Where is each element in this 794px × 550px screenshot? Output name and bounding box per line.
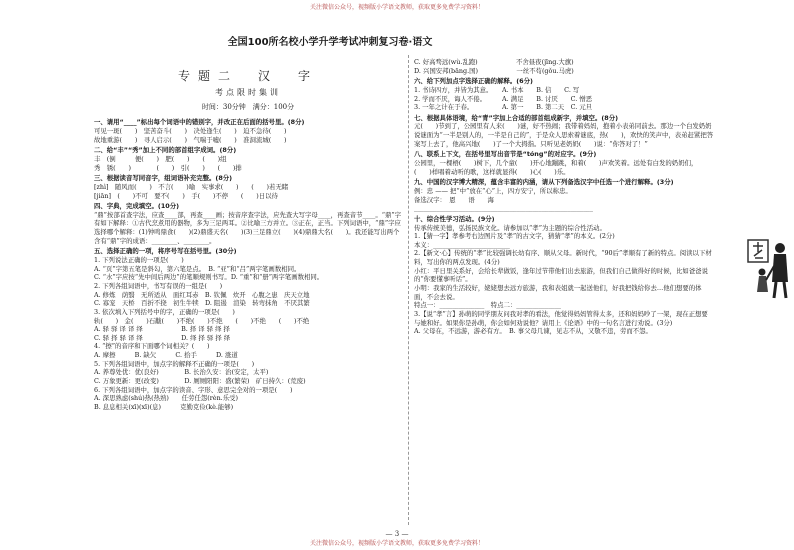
question-line: A. 摩擦 B. 缺欠 C. 拾手 D. 涨道 <box>94 351 238 360</box>
question-line: 特点一：______________ 特点二：______________ <box>414 301 561 310</box>
question-heading: 七、根据具体语境，给“青”字加上合适的部首组成新字，并填空。(8分) <box>414 113 619 122</box>
question-heading: 三、根据读音写同音字，组词语补充完整。(8分) <box>94 174 233 183</box>
exam-meta: 时间：30分钟 满分：100分 <box>201 102 295 111</box>
section-subtitle: 考点限时集训 <box>215 88 281 98</box>
question-line: 备选汉字： 恩 语 海 <box>414 195 494 204</box>
left-question-list <box>94 118 402 411</box>
question-line: 1. 下列说法正确的一项是( ) <box>94 256 184 265</box>
question-line: 3.【说“孝”言】孙萌的同学朋友问我对孝的看法，他觉得妈妈管得太多，还和妈妈吵了一架，现在正想要与她和好。如果你是孙萌，你会如何劝说他？请用上《论语》中的一句名言进行劝说。(3分) <box>414 309 708 327</box>
right-column <box>414 58 714 526</box>
question-line: 2.【新文·心】传统的“孝”比较强调长幼有序、顺从父母。新时代，“90后”孝顺有了新的特点。阅读以下材料，写出你的两点发现。(4分) <box>414 249 712 267</box>
question-line: A. 驿 驿 译 译 绎 B. 择 译 驿 绎 择 <box>94 325 230 334</box>
question-heading: 四、字典，完成填空。(10分) <box>94 202 180 211</box>
question-line: C. “水”字应按“先中间后两边”的笔顺规则书写。D. “重”和“册”两字笔画数相同。 <box>94 273 324 282</box>
question-heading: 二、给“丰”“秀”加上不同的部首组字成词。(8分) <box>94 146 237 155</box>
question-line: 可见一斑( ) 坚苦奋斗( ) 决处逢生( ) 迫不急待( ) <box>94 127 287 136</box>
question-heading: 八、联系上下文，在括号里写出音节是“tóng”的对应字。(9分) <box>414 150 597 159</box>
question-heading: 五、选择正确的一项，将序号写在括号里。(30分) <box>94 247 237 256</box>
question-line: A. 父母在，不远游，游必有方。 B. 事父母几谏，见志不从，又敬不违，劳而不怨。 <box>414 327 652 336</box>
question-line: 2. 下列各组词语中，书写有误的一组是( ) <box>94 281 223 290</box>
question-heading: 一、请用“____”标出每个词语中的错别字，并改正在后面的括号里。(8分) <box>94 118 305 127</box>
question-line: 3. 一年之计在于春。 A. 第一 B. 第二天 C. 元旦 <box>414 103 593 112</box>
question-line: 秀 锈( ) ( ) 引( ) ( )排 <box>94 163 242 172</box>
question-line: 例：忠 —— 把“中”放在“心”上，四方安宁，所以称忠。 <box>414 186 572 195</box>
question-line: 3. 依次填入下列括号中的字，正确的一项是( ) <box>94 307 235 316</box>
section-title: 专题二 汉 字 <box>177 69 318 83</box>
question-line: 小明：我家的生活较好，姥姥想去远方旅游，我和表姐就一起送他们，好我把钱给你去…他们想要的体面，不会去说。 <box>414 284 702 301</box>
left-column <box>94 58 402 526</box>
question-heading: 六、给下列加点字选择正确的解释。(6分) <box>414 77 533 86</box>
elder-head <box>775 243 785 253</box>
question-line: C. 万象更新：更(改变) D. 厕厕阳阳：盛(繁荣) 矿日持久：(荒废) <box>94 377 306 385</box>
question-line: 1. 书诗四方，并皆为其意。 A. 书本 B. 信 C. 写 <box>414 85 580 94</box>
elder-child-illustration <box>746 236 794 300</box>
question-line: B. 息息相关(xī)(xī)(息) 克勤克俭(kè.能够) <box>94 402 234 411</box>
right-question-list <box>414 58 714 336</box>
question-line: 本义：________________________ <box>414 240 510 249</box>
question-line: [zhì] 随风而( ) 不言( )喻 实事求( ) ( )若无睹 <box>94 182 289 191</box>
top-promo-note: 关注微信公众号，视频版小学语文教师，获取更多免费学习资料！ <box>309 4 484 11</box>
question-line: A. 养尊处优：优(良好) B. 长治久安：治(安定，太平) <box>94 368 269 377</box>
question-line: [jiān] ( )不可 要不( ) 手( )不停 ( )日以待 <box>94 191 278 200</box>
elder-body <box>772 254 788 282</box>
question-line: 丰 (倒 便( ) 肥( ) ( )组 <box>94 154 227 163</box>
column-divider <box>408 55 409 525</box>
question-line: 2. 学而不厌，诲人不倦。 A. 满足 B. 讨厌 C. 憎恶 <box>414 94 593 103</box>
question-line: “鼎”按部首查字法，应查____部，再查____画；按音序查字法，应先查大写字母____，再查音节____。“鼎”字有如下解释：①古代烹煮用的器物，多为三足两耳。②比喻三方并立。③正在，正当。下列词语中，“鼎”字应选择哪个解释：(1)钟鸣鼎食( )(2)鼎盛天名( )(3)三足鼎立( )(4)鼎鼎大名( )。我还能写出两个含有“鼎”字的成语：________、________。 <box>94 210 402 245</box>
question-heading: 九、中国的汉字博大精深，蕴含丰富的内涵，请从下列备选汉字中任选一个进行解释。(3分) <box>414 178 674 187</box>
question-line: C. 好高骛远(wù.乱跑) 不舍昼夜(jīng.大旗) <box>414 58 574 66</box>
question-line: 小红：平日里关系好，会给长辈做饭，逢年过节带他们出去旅游，但我们自己做得好的时候，比如爸爸说的“你要懂事听话”。 <box>414 266 708 284</box>
question-line: ________________________________________________________ <box>414 204 593 213</box>
question-line: A. 深思熟虑(shú)热(热熟) 任劳任怨(rèn.乐受) <box>94 394 238 403</box>
question-line: D. 兴国安邦(bāng.国) 一丝不苟(gǒu.马虎) <box>414 66 574 75</box>
question-line: 故地重游( ) 寻人启示( ) 气喘于嘘( ) 准洞流城( ) <box>94 135 287 144</box>
question-line: 轨( ) 金( )石黻( )不绝( )不绝 ( )不绝 ( )不绝 <box>94 316 310 325</box>
question-line: A. “页”字第五笔是斜勾，第六笔是点。 B. “亚”和“吕”两字笔画数相同。 <box>94 264 301 273</box>
question-line: 传承传统美德，弘扬民族文化。请参加以“孝”为主题的综合性活动。 <box>414 223 606 232</box>
question-line: C. 驿 择 驿 译 绎 D. 绎 择 驿 择 绎 <box>94 333 231 342</box>
child-head <box>759 269 766 276</box>
bottom-promo-note: 关注微信公众号，视频版小学语文教师，获取更多免费学习资料！ <box>309 540 484 547</box>
question-line: 1.【猜一字】孝参考右边图片及“孝”的古文字，猜猜“孝”的本义。(2分) <box>414 232 615 241</box>
question-line: A. 修炼 荫翳 无所适从 面红耳赤 B. 钦佩 炊开 心腹之患 庆天立地 <box>94 290 310 299</box>
question-line: 元( )节到了，公园里有人来( )谜，好不热闹；我带着妈妈，抱着小表弟同前去。那边一个白发奶奶说谜面为“一半是别人的，一半是自己的”，于是众人思索着谜底，热( )，欢快的笑声中，表弟赶紧把答案写上去了，他高兴地( )了一个大拇指。只听见老奶奶( )说：“你答对了！” <box>414 122 714 148</box>
exam-header: 全国100所名校小学升学考试冲刺复习卷·语文 <box>227 37 433 48</box>
question-heading: 十、综合性学习活动。(9分) <box>414 214 495 223</box>
question-line: 公园里，一棵梧( )树下，几个童( )开心地蹦跳，和着( )声欢笑着。远处有白发的奶奶们，( )样唱着动听的歌，这样就显得( )心( )乐。 <box>414 159 698 176</box>
question-line: C. 寡宠 天桥 百折不挠 初生牛犊 D. 阻遏 渲染 转弯抹角 不厌其繁 <box>94 299 310 308</box>
question-line: 4. “擦”的音序和下面哪个词相关？( ) <box>94 342 210 351</box>
question-line: 6. 下列各组词语中，加点字的读音、字形、意思完全对的一项是( ) <box>94 385 293 394</box>
page-number: — 3 — <box>385 530 409 538</box>
ancient-xiao-glyph <box>753 242 763 258</box>
elder-legs <box>774 282 786 298</box>
question-line: 5. 下列各组词语中，加点字的解释不正确的一项是( ) <box>94 359 255 368</box>
